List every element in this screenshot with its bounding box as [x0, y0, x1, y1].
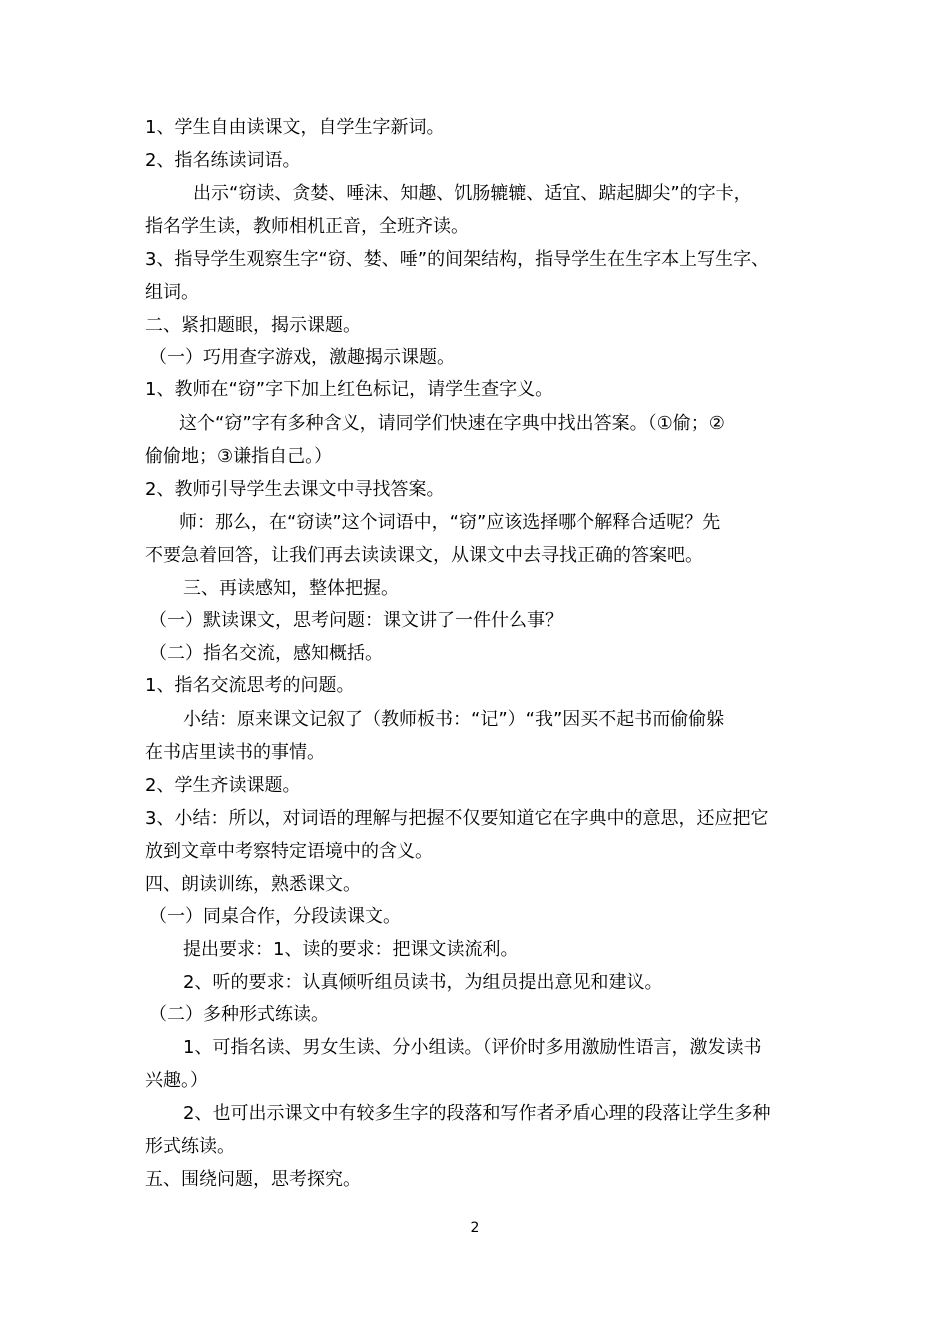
text-line: 1、可指名读、男女生读、分小组读。（评价时多用激励性语言，激发读书 [183, 1037, 762, 1058]
subsection-heading: （二）多种形式练读。 [149, 1004, 329, 1025]
text-line: 2、听的要求：认真倾听组员读书，为组员提出意见和建议。 [183, 972, 663, 993]
section-heading: 四、朗读训练，熟悉课文。 [145, 874, 361, 895]
text-line: 这个“窃”字有多种含义，请同学们快速在字典中找出答案。（①偷；② [179, 413, 725, 434]
section-heading: 二、紧扣题眼，揭示课题。 [145, 315, 361, 336]
text-line: 提出要求：1、读的要求：把课文读流利。 [183, 939, 519, 960]
text-line: 指名学生读，教师相机正音，全班齐读。 [145, 216, 469, 237]
text-line: 放到文章中考察特定语境中的含义。 [145, 841, 433, 862]
text-line: 兴趣。） [145, 1070, 208, 1091]
text-line: 3、小结：所以，对词语的理解与把握不仅要知道它在字典中的意思，还应把它 [145, 808, 769, 829]
text-line: 2、也可出示课文中有较多生字的段落和写作者矛盾心理的段落让学生多种 [183, 1103, 771, 1124]
text-line: 师：那么，在“窃读”这个词语中，“窃”应该选择哪个解释合适呢？先 [179, 512, 721, 533]
text-line: 3、指导学生观察生字“窃、婪、唾”的间架结构，指导学生在生字本上写生字、 [145, 249, 770, 270]
text-line: 小结：原来课文记叙了（教师板书：“记”）“我”因买不起书而偷偷躲 [183, 709, 725, 730]
text-line: 1、学生自由读课文，自学生字新词。 [145, 117, 445, 138]
text-line: 在书店里读书的事情。 [145, 742, 325, 763]
text-line: 2、指名练读词语。 [145, 150, 301, 171]
text-line: 偷偷地；③谦指自己。） [145, 446, 333, 467]
text-line: 1、教师在“窃”字下加上红色标记，请学生查字义。 [145, 379, 554, 400]
page-number: 2 [470, 1220, 480, 1236]
text-line: 形式练读。 [145, 1136, 235, 1157]
text-line: 组词。 [145, 282, 199, 303]
text-line: 1、指名交流思考的问题。 [145, 675, 355, 696]
text-line: 2、学生齐读课题。 [145, 775, 301, 796]
section-heading: 五、围绕问题，思考探究。 [145, 1169, 361, 1190]
text-line: 2、教师引导学生去课文中寻找答案。 [145, 479, 445, 500]
subsection-heading: （一）巧用查字游戏，激趣揭示课题。 [149, 347, 455, 368]
subsection-heading: （二）指名交流，感知概括。 [149, 643, 383, 664]
text-line: 出示“窃读、贪婪、唾沫、知趣、饥肠辘辘、适宜、踮起脚尖”的字卡， [193, 183, 752, 204]
subsection-heading: （一）同桌合作，分段读课文。 [149, 906, 401, 927]
section-heading: 三、再读感知，整体把握。 [183, 578, 399, 599]
text-line: 不要急着回答，让我们再去读读课文，从课文中去寻找正确的答案吧。 [145, 545, 703, 566]
subsection-heading: （一）默读课文，思考问题：课文讲了一件什么事？ [149, 610, 563, 631]
